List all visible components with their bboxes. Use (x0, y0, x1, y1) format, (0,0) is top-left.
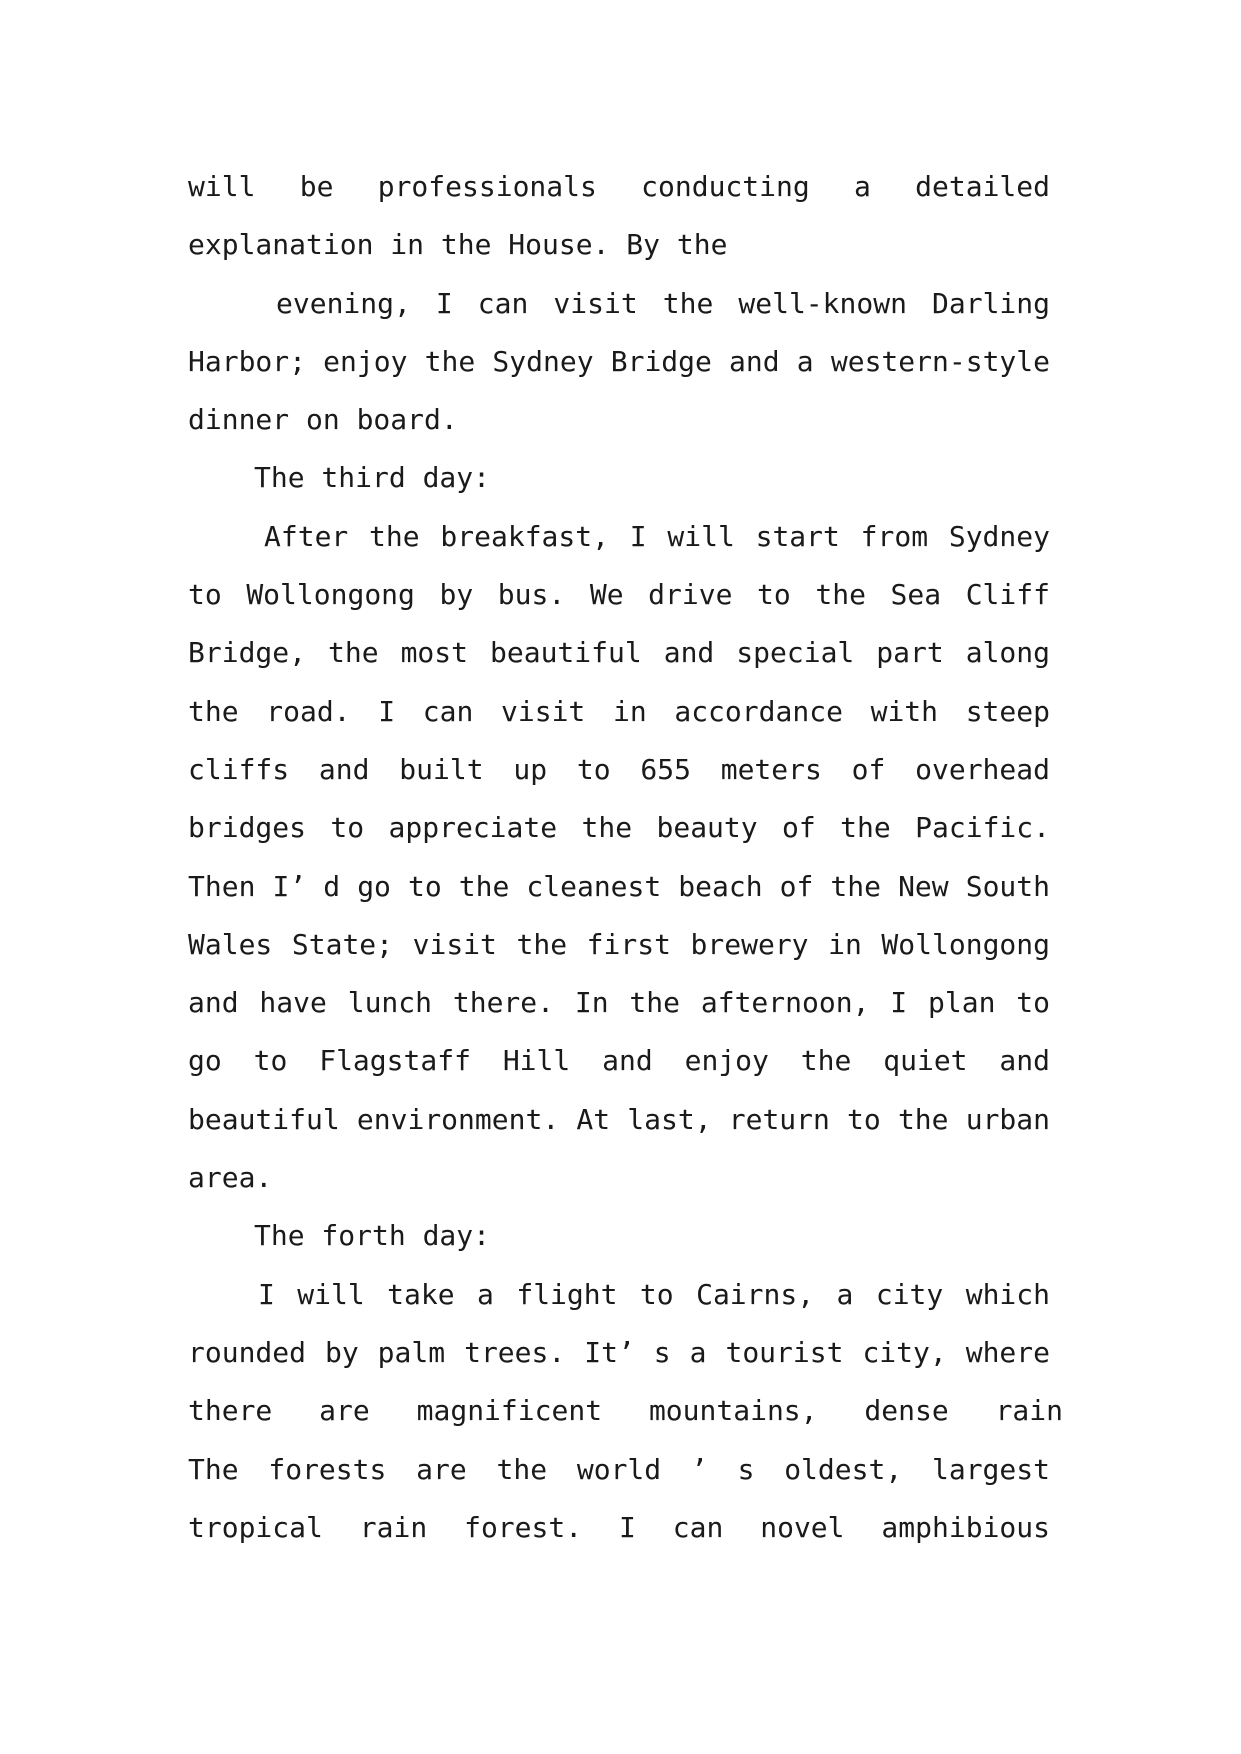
text-line: and have lunch there. In the afternoon, I plan to (188, 986, 1050, 1020)
text-line: the road. I can visit in accordance with steep (188, 694, 1050, 728)
text-line: evening, I can visit the well-known Darling (276, 286, 1050, 320)
text-line: Harbor; enjoy the Sydney Bridge and a western-style (188, 344, 1050, 378)
text-line: cliffs and built up to 655 meters of overhead (188, 752, 1050, 786)
text-line: Bridge, the most beautiful and special part along (188, 636, 1050, 670)
text-line: beautiful environment. At last, return to the urban (188, 1102, 1050, 1136)
section-heading: The third day: (254, 461, 491, 495)
text-line: rounded by palm trees. It’ s a tourist city, where (188, 1335, 1050, 1369)
text-line: will be professionals conducting a detailed (188, 170, 1050, 203)
text-line: bridges to appreciate the beauty of the Pacific. (188, 811, 1050, 845)
section-heading: The forth day: (254, 1219, 491, 1253)
text-line: I will take a flight to Cairns, a city which (258, 1277, 1050, 1311)
text-line: there are magnificent mountains, dense rain (188, 1394, 1063, 1428)
text-line: area. (188, 1161, 273, 1195)
text-line: Then I’ d go to the cleanest beach of the New South (188, 869, 1050, 903)
text-line: The forests are the world ’ s oldest, largest (188, 1452, 1050, 1486)
text-line: explanation in the House. By the (188, 228, 728, 262)
text-line: dinner on board. (188, 403, 458, 437)
text-line: go to Flagstaff Hill and enjoy the quiet and (188, 1044, 1050, 1078)
text-line: tropical rain forest. I can novel amphibious (188, 1510, 1050, 1544)
text-line: After the breakfast, I will start from Sydney (264, 519, 1050, 553)
text-line: to Wollongong by bus. We drive to the Sea Cliff (188, 578, 1050, 612)
body-text (188, 158, 1063, 1557)
text-line: Wales State; visit the first brewery in Wollongong (188, 927, 1050, 961)
